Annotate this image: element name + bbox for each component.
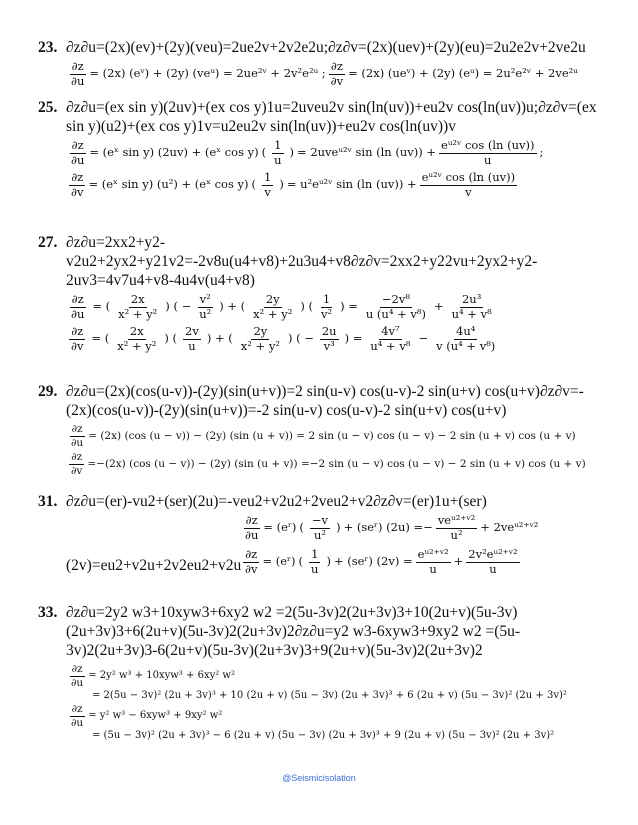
equation-term: = (eˣ sin y) (2uv) + (eˣ cos y) [89, 145, 259, 160]
partial-fraction: $\frac{\partial z}{\partial u}$ [245, 513, 259, 542]
fraction: $\frac{\text{v²}}{\text{u²}}$ [199, 292, 212, 321]
problem-statement: ∂z∂u=2y2 w3+10xyw3+6xy2 w2 =2(5u-3v)2(2u+3v)3+10(2u+v)(5u-3v)(2u+3v)3+6(2u+v)(5u-3v)2(2u+3v)2∂z∂u=y2 w3-6xyw3+9xy2 w2 =(5u-3v)2(2u+3v)3-6(2u+v)(5u-3v)(2u+3v)3+9(2u+v)(5u-3v)2(2u+3v)2 [66, 604, 521, 659]
partial-fraction: $\frac{\partial z}{\partial v}$ [245, 547, 258, 576]
fraction: $\frac{\text{eᵘ²ᵛ cos (ln (uv))}}{v}$ [421, 170, 516, 199]
problem-number: 29. [38, 383, 58, 400]
problem-25 [38, 98, 608, 198]
fraction: $\frac{1}{v}$ [264, 170, 272, 199]
problem-31 [38, 492, 608, 575]
equation-row [66, 704, 608, 728]
equation-rhs: =−(2x) (cos (u − v)) − (2y) (sin (u + v)) =−2 sin (u − v) cos (u − v) − 2 sin (u + v) cos (u + v) [87, 457, 586, 470]
problem-number: 33. [38, 604, 58, 621]
partial-fraction: $\frac{\partial z}{\partial v}$ [330, 59, 344, 88]
fraction: $\frac{\text{veᵘ²⁺ᵛ²}}{\text{u²}}$ [437, 513, 476, 542]
equation-row [66, 664, 608, 688]
fraction: $\frac{2x}{\text{x² + y²}}$ [117, 324, 157, 353]
equation-term: = u²eᵘ²ᵛ sin (ln (uv)) + [286, 177, 417, 192]
problem-text [38, 492, 608, 511]
fraction: $\frac{2y}{\text{x² + y²}}$ [240, 324, 280, 353]
equation-row: $\frac{\partial z}{\partial u}$ = (eˣ sin y) (2uv) + (eˣ cos y) ( $\frac{1}{u}$ ) = 2uveᵘ²ᵛ sin (ln (uv)) + $\frac{\text{eᵘ²ᵛ cos (ln (uv))}}{u}$ ; [71, 138, 544, 167]
problem-text [38, 38, 608, 57]
equation-continuation: = (5u − 3v)² (2u + 3v)³ − 6 (2u + v) (5u − 3v) (2u + 3v)³ + 9 (2u + v) (5u − 3v)² (2u + 3v)² [92, 730, 555, 741]
equation-row [66, 61, 608, 87]
equation-rhs: = (2x) (eᵛ) + (2y) (veᵘ) = 2ue²ᵛ + 2v²e²ᵘ ; [89, 66, 326, 81]
equation-row: $\frac{\partial z}{\partial u}$ = ( $\frac{2x}{\text{x² + y²}}$ ) ( − $\frac{\text{v²}}{\text{u²}}$ ) + ( $\frac{2y}{\text{x² + y²}}$ ) ( $\frac{1}{\text{v²}}$ ) = $\frac{\text{−2v⁸}}{\text{u (u⁴ + v⁸)}}$ + $\frac{\text{2u³}}{\text{u⁴ + v⁸}}$ [71, 292, 492, 321]
problem-statement: ∂z∂u=2xx2+y2-v2u2+2yx2+y21v2=-2v8u(u4+v8)+2u3u4+v8∂z∂v=2xx2+y22vu+2yx2+y2-2uv3=4v7u4+v8-4u4v(u4+v8) [66, 234, 538, 289]
watermark: @Seismicisolation [282, 773, 356, 783]
problem-statement: ∂z∂u=(ex sin y)(2uv)+(ex cos y)1u=2uveu2v sin(ln(uv))+eu2v cos(ln(uv))u;∂z∂v=(ex sin y)(u2)+(ex cos y)1v=u2eu2v sin(ln(uv))+eu2v cos(ln(uv))v [66, 99, 597, 135]
fraction: $\frac{2v}{u}$ [185, 324, 199, 353]
equation-term: ; [539, 145, 544, 160]
fraction: $\frac{2u}{\text{v³}}$ [321, 324, 337, 353]
equation-row: $\frac{\partial z}{\partial v}$ = (eʳ) ( $\frac{1}{u}$ ) + (seʳ) (2v) = $\frac{\text{eᵘ²⁺ᵛ²}}{u}$ + $\frac{\text{2v²eᵘ²⁺ᵛ²}}{u}$ [245, 547, 518, 576]
fraction: $\frac{\text{−2v⁸}}{\text{u (u⁴ + v⁸)}}$ [365, 292, 426, 321]
equation-term: + (seʳ) (2v) = [333, 554, 413, 569]
problem-number: 23. [38, 39, 58, 56]
equation-term: + (seʳ) (2u) =− [343, 520, 433, 535]
partial-fraction: $\frac{\partial z}{\partial v}$ [71, 170, 84, 199]
fraction: $\frac{\text{2u³}}{\text{u⁴ + v⁸}}$ [451, 292, 492, 321]
equation-term: = (eʳ) [263, 520, 297, 535]
partial-fraction: $\frac{\partial z}{\partial u}$ [71, 423, 84, 449]
equation-row [66, 452, 608, 476]
problem-statement: ∂z∂u=(er)-vu2+(ser)(2u)=-veu2+v2u2+2veu2+v2∂z∂v=(er)1u+(ser) [66, 493, 487, 510]
partial-fraction: $\frac{\partial z}{\partial u}$ [71, 703, 84, 729]
equation-continuation: = 2(5u − 3v)² (2u + 3v)³ + 10 (2u + v) (5u − 3v) (2u + 3v)³ + 6 (2u + v) (5u − 3v)² (2u + 3v)² [92, 690, 567, 701]
fraction: $\frac{1}{\text{v²}}$ [320, 292, 333, 321]
problem-33 [38, 603, 608, 741]
fraction: $\frac{\text{4u⁴}}{\text{v (u⁴ + v⁸)}}$ [436, 324, 496, 353]
fraction: $\frac{2x}{\text{x² + y²}}$ [118, 292, 158, 321]
problem-text [38, 98, 608, 136]
equation-rhs: = 2y² w³ + 10xyw³ + 6xy² w² [88, 670, 235, 681]
problem-number: 31. [38, 493, 58, 510]
fraction: $\frac{\text{2v²eᵘ²⁺ᵛ²}}{u}$ [468, 547, 518, 576]
fraction: $\frac{1}{u}$ [311, 547, 319, 576]
problem-23 [38, 38, 608, 87]
problem-29 [38, 382, 608, 476]
fraction: $\frac{1}{u}$ [274, 138, 282, 167]
fraction: $\frac{-v}{\text{u²}}$ [311, 513, 329, 542]
partial-fraction: $\frac{\partial z}{\partial u}$ [71, 663, 84, 689]
problem-text [38, 603, 608, 660]
partial-fraction: $\frac{\partial z}{\partial u}$ [71, 292, 85, 321]
equation-term: = 2uveᵘ²ᵛ sin (ln (uv)) + [297, 145, 437, 160]
problem-statement: ∂z∂u=(2x)(ev)+(2y)(veu)=2ue2v+2v2e2u;∂z∂v=(2x)(uev)+(2y)(eu)=2u2e2v+2ve2u [66, 39, 586, 56]
equation-term: + [453, 554, 464, 569]
problem-text [38, 233, 608, 290]
partial-fraction: $\frac{\partial z}{\partial u}$ [71, 59, 85, 88]
equation-row: $\frac{\partial z}{\partial u}$ = (eʳ) ( $\frac{-v}{\text{u²}}$ ) + (seʳ) (2u) =− $\frac{\text{veᵘ²⁺ᵛ²}}{\text{u²}}$ + 2veᵘ²⁺ᵛ² [245, 513, 539, 542]
partial-fraction: $\frac{\partial z}{\partial v}$ [71, 451, 83, 477]
partial-fraction: $\frac{\partial z}{\partial u}$ [71, 138, 85, 167]
equation-rhs: = (2x) (cos (u − v)) − (2y) (sin (u + v)) = 2 sin (u − v) cos (u − v) − 2 sin (u + v) cos (u + v) [88, 429, 576, 442]
problem-text [38, 382, 608, 420]
fraction: $\frac{\text{eᵘ²⁺ᵛ²}}{u}$ [417, 547, 449, 576]
equation-term: + 2veᵘ²⁺ᵛ² [480, 520, 539, 535]
problem-number: 27. [38, 234, 58, 251]
fraction: $\frac{2y}{\text{x² + y²}}$ [253, 292, 293, 321]
fraction: $\frac{\text{4v⁷}}{\text{u⁴ + v⁸}}$ [370, 324, 411, 353]
equation-rhs: = y² w³ − 6xyw³ + 9xy² w² [88, 710, 223, 721]
problem-number: 25. [38, 99, 58, 116]
fraction: $\frac{\text{eᵘ²ᵛ cos (ln (uv))}}{u}$ [441, 138, 535, 167]
partial-fraction: $\frac{\partial z}{\partial v}$ [71, 324, 84, 353]
equation-row: $\frac{\partial z}{\partial v}$ = ( $\frac{2x}{\text{x² + y²}}$ ) ( $\frac{2v}{u}$ ) + ( $\frac{2y}{\text{x² + y²}}$ ) ( − $\frac{2u}{\text{v³}}$ ) = $\frac{\text{4v⁷}}{\text{u⁴ + v⁸}}$ − $\frac{\text{4u⁴}}{\text{v (u⁴ + v⁸)}}$ [71, 324, 496, 353]
equation-term: = (eˣ sin y) (u²) + (eˣ cos y) [88, 177, 249, 192]
equation-row [66, 424, 608, 448]
problem-text-tail: (2v)=eu2+v2u+2v2eu2+v2u [66, 557, 242, 574]
equation-row: $\frac{\partial z}{\partial v}$ = (eˣ sin y) (u²) + (eˣ cos y) ( $\frac{1}{v}$ ) = u²eᵘ²ᵛ sin (ln (uv)) + $\frac{\text{eᵘ²ᵛ cos (ln (uv))}}{v}$ [71, 170, 516, 199]
problem-statement: ∂z∂u=(2x)(cos(u-v))-(2y)(sin(u+v))=2 sin(u-v) cos(u-v)-2 sin(u+v) cos(u+v)∂z∂v=-(2x)(cos(u-v))-(2y)(sin(u+v))=-2 sin(u-v) cos(u-v)-2 sin(u+v) cos(u+v) [66, 383, 584, 419]
problem-27 [38, 233, 608, 352]
equation-rhs: = (2x) (ueᵛ) + (2y) (eᵘ) = 2u²e²ᵛ + 2ve²ᵘ [348, 66, 578, 81]
equation-term: = (eʳ) [262, 554, 296, 569]
